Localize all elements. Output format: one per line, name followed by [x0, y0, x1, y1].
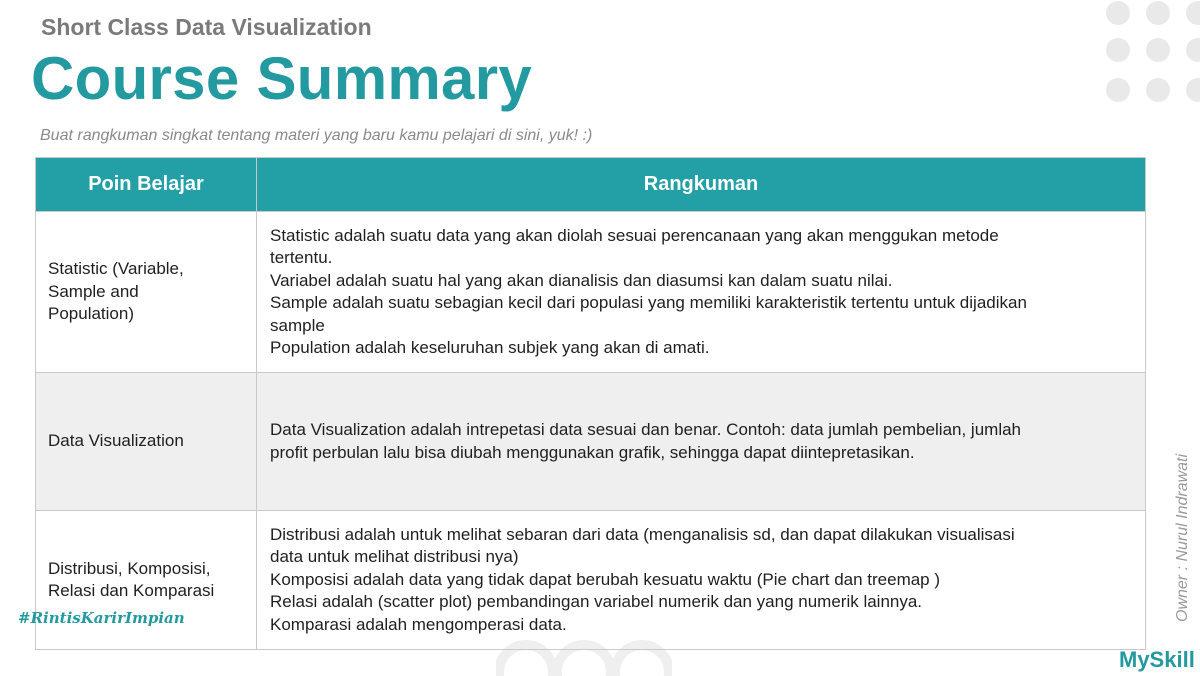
- poin-line: Relasi dan Komparasi: [48, 581, 215, 600]
- poin-line: Population): [48, 304, 135, 324]
- poin-line: Statistic (Variable,: [48, 259, 184, 279]
- decor-dot: [1106, 78, 1130, 102]
- poin-cell: [36, 212, 257, 373]
- decor-dot: [1186, 38, 1200, 62]
- poin-cell: [36, 511, 257, 650]
- brand-logo: MySkill: [1119, 647, 1195, 672]
- rangkuman-line: tertentu.: [270, 248, 333, 267]
- owner-label: Owner : Nurul Indrawati: [1174, 453, 1191, 622]
- rangkuman-line: Distribusi adalah untuk melihat sebaran dari data (menganalisis sd, dan dapat dilakukan visualisasi: [270, 524, 1015, 544]
- instruction-text: Buat rangkuman singkat tentang materi yang baru kamu pelajari di sini, yuk! :): [40, 127, 593, 144]
- decor-dot: [1146, 1, 1170, 25]
- poin-line: Sample and: [48, 281, 139, 301]
- decor-dot: [1186, 1, 1200, 25]
- rangkuman-cell: [257, 212, 1146, 373]
- poin-cell: [36, 373, 257, 511]
- page-title: Course Summary: [31, 45, 533, 112]
- rangkuman-line: profit perbulan lalu bisa diubah menggunakan grafik, sehingga dapat diintepretasikan.: [270, 442, 915, 462]
- decor-dot: [1146, 78, 1170, 102]
- column-header-rangkuman: Rangkuman: [257, 158, 1146, 212]
- column-header-poin: Poin Belajar: [36, 158, 257, 212]
- rangkuman-line: Population adalah keseluruhan subjek yang akan di amati.: [270, 338, 710, 357]
- course-subtitle: Short Class Data Visualization: [41, 14, 372, 40]
- rangkuman-line: Komparasi adalah mengomperasi data.: [270, 614, 567, 634]
- rangkuman-cell: [257, 373, 1146, 511]
- rangkuman-line: Variabel adalah suatu hal yang akan dianalisis dan diasumsi kan dalam suatu nilai.: [270, 270, 893, 290]
- table-row: [36, 373, 1146, 511]
- decor-dot: [1186, 78, 1200, 102]
- rangkuman-line: Sample adalah suatu sebagian kecil dari populasi yang memiliki karakteristik tertentu untuk dijadikan: [270, 293, 1027, 312]
- poin-line: Distribusi, Komposisi,: [48, 558, 211, 578]
- rangkuman-line: Relasi adalah (scatter plot) pembandingan variabel numerik dan yang numerik lainnya.: [270, 592, 923, 612]
- rangkuman-line: data untuk melihat distribusi nya): [270, 547, 519, 567]
- rangkuman-cell: [257, 511, 1146, 650]
- table-header-row: [36, 158, 1146, 212]
- decor-dot: [1106, 38, 1130, 62]
- rangkuman-line: Statistic adalah suatu data yang akan diolah sesuai perencanaan yang akan menggukan metode: [270, 225, 999, 245]
- table-row: [36, 511, 1146, 650]
- rangkuman-line: Komposisi adalah data yang tidak dapat berubah kesuatu waktu (Pie chart dan treemap ): [270, 569, 941, 589]
- decor-dot: [1146, 38, 1170, 62]
- summary-table: [35, 157, 1146, 650]
- table-row: [36, 212, 1146, 373]
- rangkuman-line: Data Visualization adalah intrepetasi data sesuai dan benar. Contoh: data jumlah pembelian, jumlah: [270, 420, 1022, 439]
- poin-line: Data Visualization: [48, 431, 184, 451]
- decorative-dots: [1104, 0, 1200, 106]
- hashtag-logo: #RintisKarirImpian: [18, 609, 185, 627]
- decor-dot: [1106, 1, 1130, 25]
- rangkuman-line: sample: [270, 315, 325, 335]
